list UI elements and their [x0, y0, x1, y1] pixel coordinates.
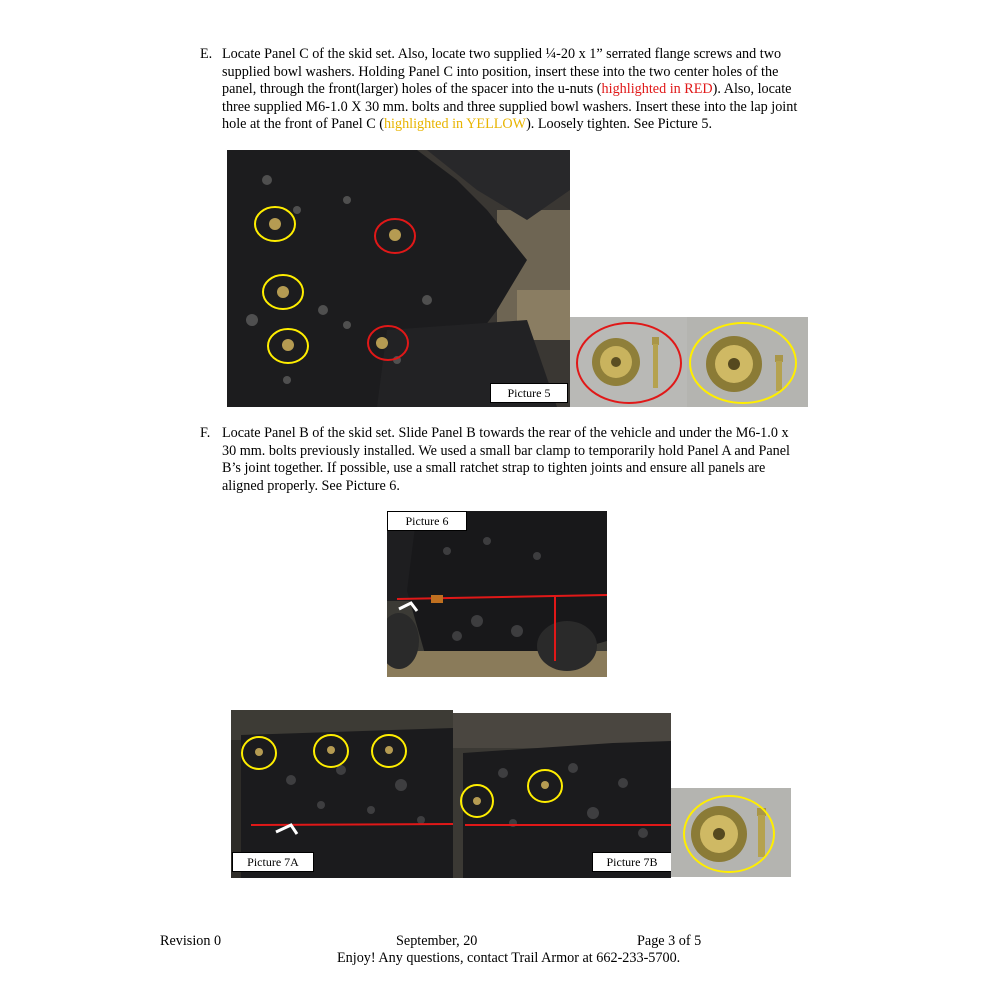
footer-revision: Revision 0 [160, 933, 222, 949]
picture-5-photo [227, 150, 570, 407]
picture-5-caption: Picture 5 [490, 383, 568, 403]
step-e-line: hole at the front of Panel C (highlighted in YELLOW). Loosely tighten. See Picture 5. [222, 116, 713, 132]
picture-6-photo [387, 511, 607, 677]
step-f-paragraph [200, 425, 840, 497]
picture-7b-caption: Picture 7B [592, 852, 672, 872]
step-f-line: B’s joint together. If possible, use a small ratchet strap to tighten joints and ensure all panels are [222, 460, 766, 476]
step-e-paragraph [200, 46, 840, 136]
highlight-red-note: highlighted in RED [601, 81, 713, 97]
picture-7-hardware-photo [671, 788, 791, 877]
step-e-text [222, 46, 797, 134]
step-e-line: supplied bowl washers. Holding Panel C into position, insert these into the two center holes of the [222, 63, 779, 80]
step-e-letter: E. [200, 46, 213, 62]
step-f-line: 30 mm. bolts previously installed. We used a small bar clamp to temporarily hold Panel A and Panel [222, 442, 790, 459]
footer-page-number: Page 3 of 5 [637, 933, 702, 949]
step-f-line: aligned properly. See Picture 6. [222, 477, 400, 494]
picture-6-caption: Picture 6 [387, 511, 467, 531]
footer-contact: Enjoy! Any questions, contact Trail Armor at 662-233-5700. [337, 950, 681, 966]
step-f-line: Locate Panel B of the skid set. Slide Panel B towards the rear of the vehicle and under the M6-1.0 x [222, 425, 789, 441]
step-e-line: Locate Panel C of the skid set. Also, locate two supplied ¼-20 x 1” serrated flange screws and two [222, 46, 782, 62]
highlight-yellow-note: highlighted in YELLOW [383, 116, 527, 132]
step-e-line: panel, through the front(larger) holes of the spacer into the u-nuts (highlighted in RED). Also, locate [222, 81, 792, 97]
step-e-line: three supplied M6-1.0 X 30 mm. bolts and three supplied bowl washers. Insert these into the lap joint [222, 98, 798, 115]
footer-date: September, 20 [396, 933, 478, 949]
yellow-hardware-photo [687, 317, 808, 407]
step-f-letter: F. [200, 425, 211, 441]
red-hardware-photo [570, 317, 687, 407]
step-f-text [222, 425, 790, 495]
picture-7a-caption: Picture 7A [232, 852, 314, 872]
